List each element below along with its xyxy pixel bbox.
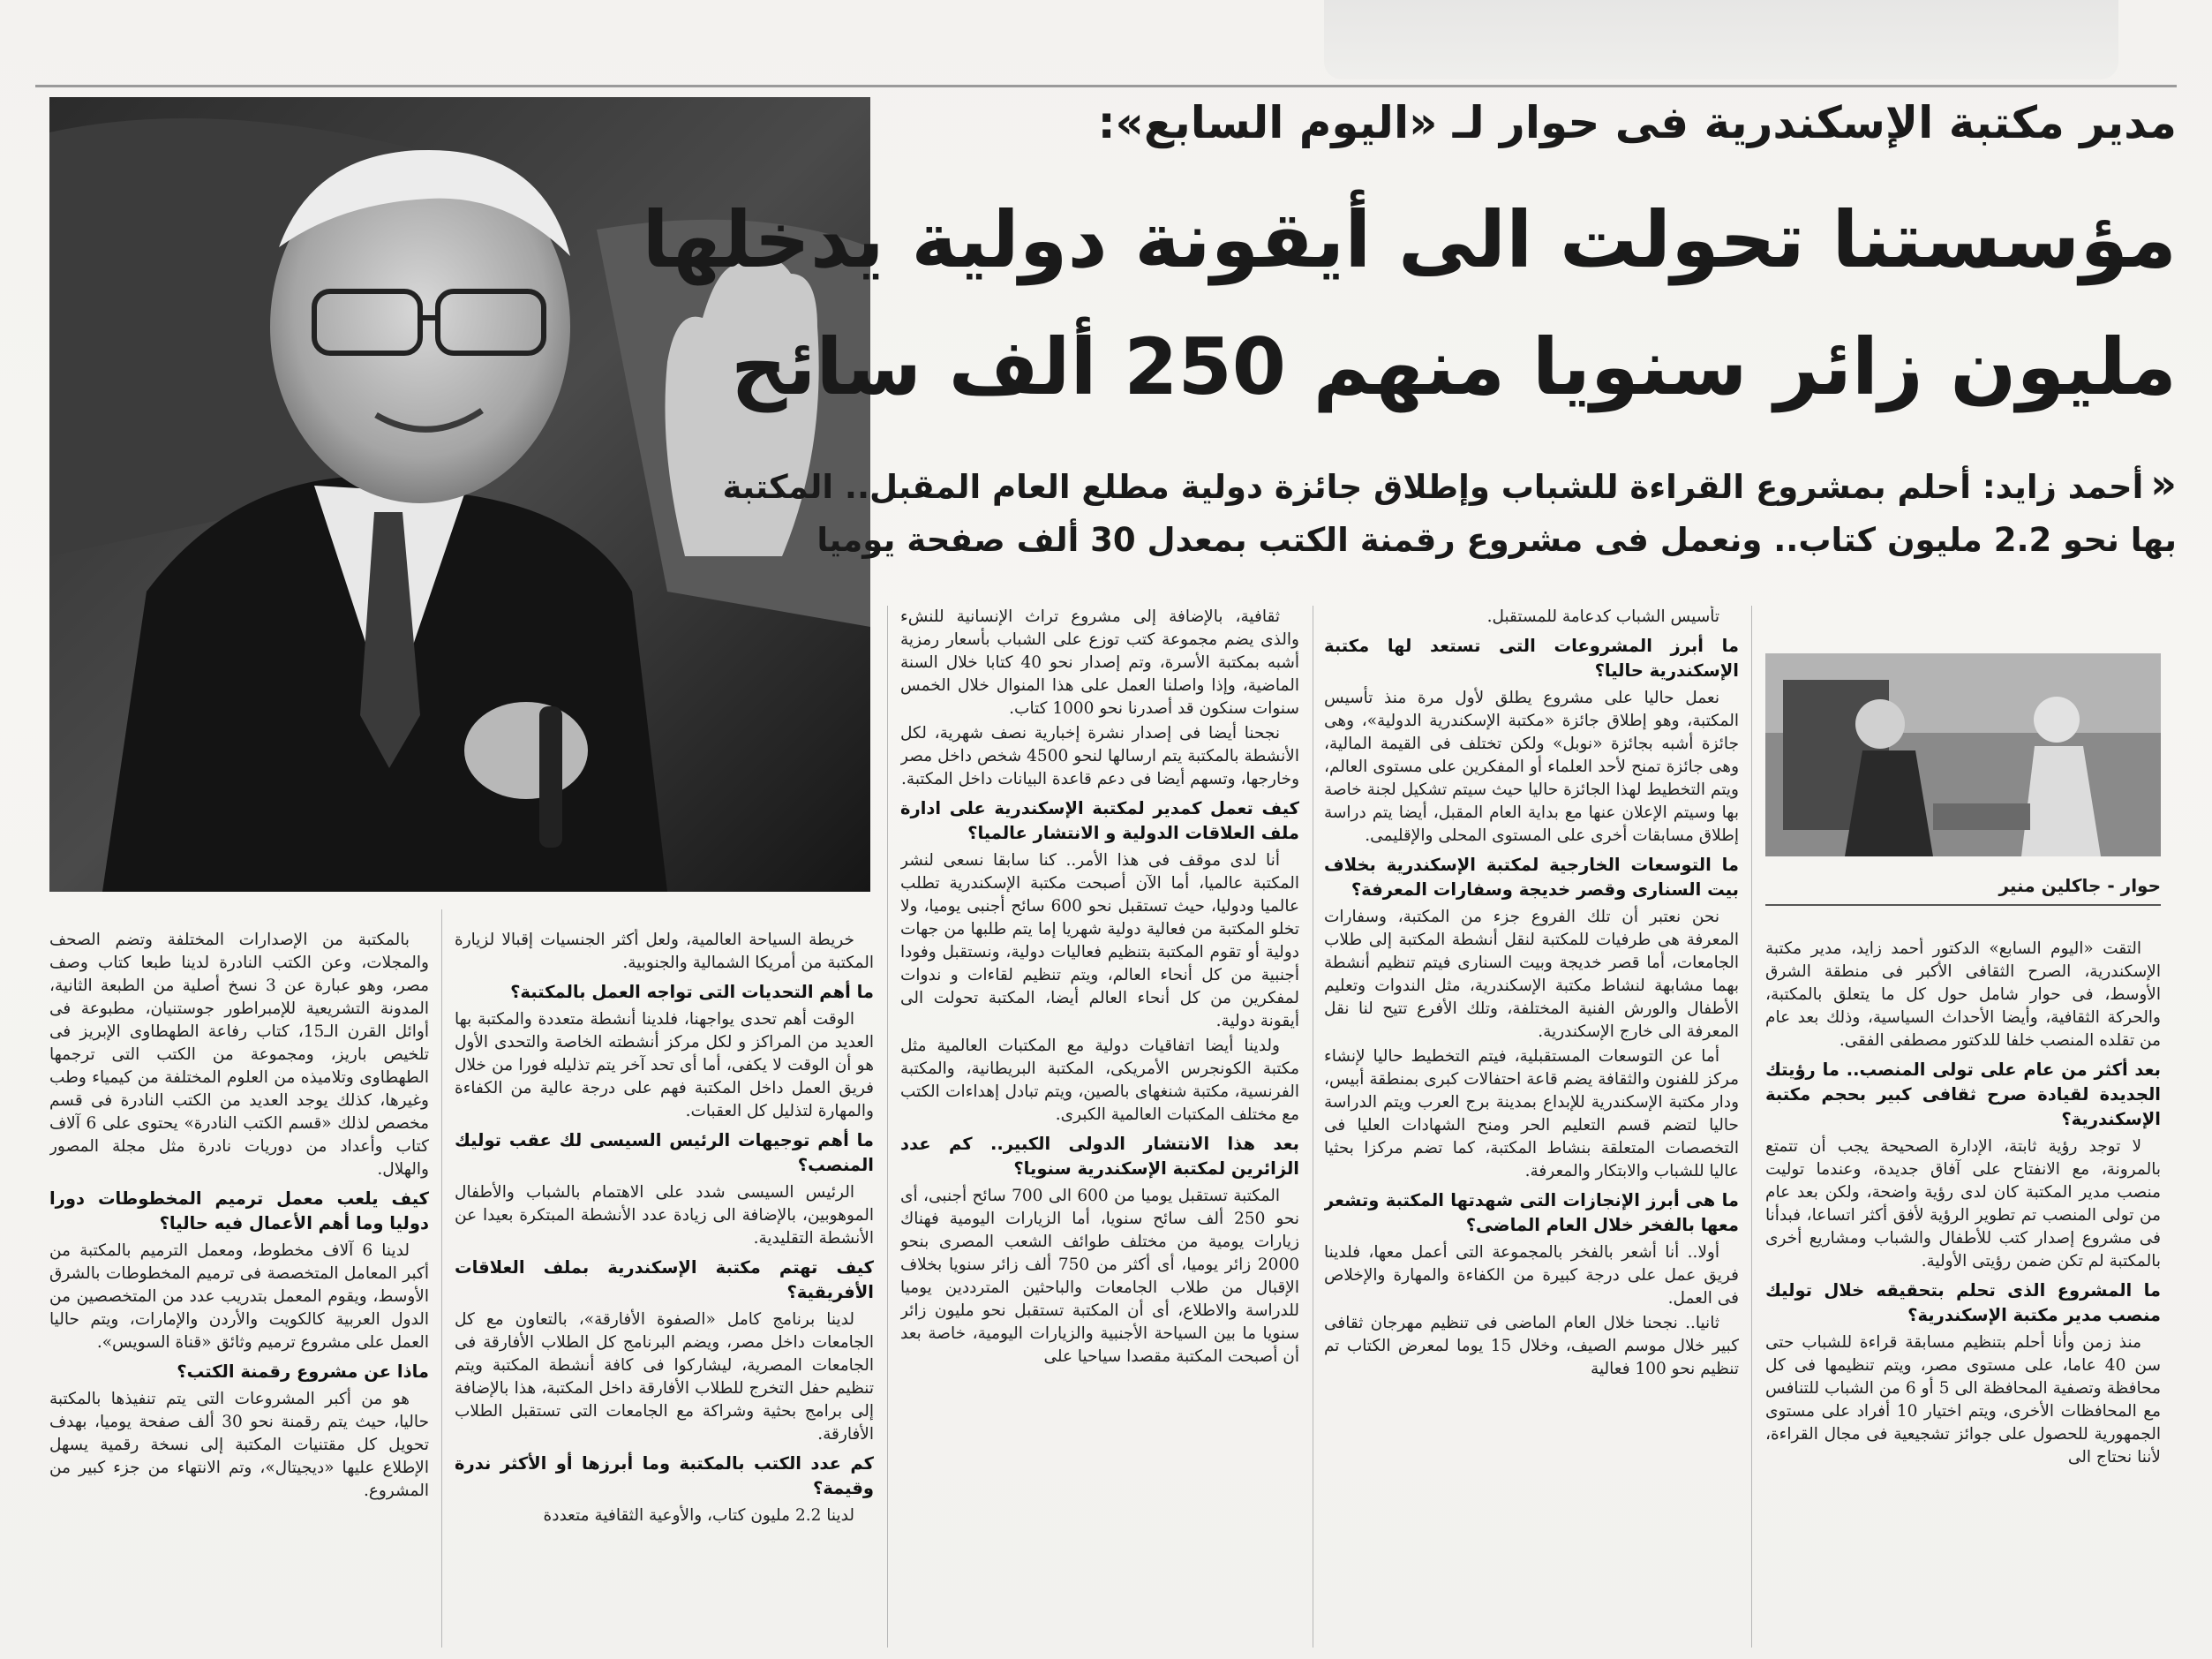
interview-question: ما التوسعات الخارجية لمكتبة الإسكندرية بخلاف بيت السنارى وقصر خديجة وسفارات المعرفة؟ (1324, 855, 1739, 900)
interview-question: ما أهم توجيهات الرئيس السيسى لك عقب توليك المنصب؟ (455, 1130, 874, 1175)
interview-question: بعد هذا الانتشار الدولى الكبير.. كم عدد الزائرين لمكتبة الإسكندرية سنويا؟ (900, 1134, 1299, 1179)
photo-credit: حوار - جاكلين منير (1765, 872, 2161, 906)
headline-line-2: مليون زائر سنويا منهم 250 ألف سائح (730, 321, 2177, 412)
article-paragraph: أولا.. أنا أشعر بالفخر بالمجموعة التى أعمل معها، فلدينا فريق عمل على درجة كبيرة من الكفاءة والمهارة والإخلاص فى العمل. (1324, 1243, 1739, 1308)
article-paragraph: لا توجد رؤية ثابتة، الإدارة الصحيحة يجب أن تتمتع بالمرونة، مع الانفتاح على آفاق جديدة، وعندما توليت منصب مدير المكتبة كان لدى رؤية واضحة، ولكن بعد عام من تولى المنصب تم تطوير الرؤية لأفق أكثر اتساعا، فبدأنا فى مشروع إصدار كتب للأطفال والشباب ومشاريع أخرى بالمكتبة لم تكن ضمن رؤيتى الأولية. (1765, 1137, 2161, 1271)
article-paragraph: أما عن التوسعات المستقبلية، فيتم التخطيط حاليا لإنشاء مركز للفنون والثقافة يضم قاعة احتفالات كبرى بمنطقة أبيس، ودار مكتبة الإسكندرية للإبداع بمدينة برج العرب ويتم الدراسة حاليا لتضم قسم التعليم الحر ومنح الشهادات العليا فى التخصصات المتعلقة بنشاط المكتبة، كما تضم مركزا بحثيا عاليا للشباب والابتكار والمعرفة. (1324, 1047, 1739, 1180)
article-paragraph: ثانيا.. نجحنا خلال العام الماضى فى تنظيم مهرجان ثقافى كبير خلال موسم الصيف، وخلال 15 يوما لمعرض الكتاب تم تنظيم نحو 100 فعالية (1324, 1314, 1739, 1378)
article-column-4 (49, 929, 429, 1648)
interview-question: ما المشروع الذى تحلم بتحقيقه خلال توليك منصب مدير مكتبة الإسكندرية؟ (1765, 1280, 2161, 1325)
interview-question: بعد أكثر من عام على تولى المنصب.. ما رؤيتك الجديدة لقيادة صرح ثقافى كبير بحجم مكتبة الإسكندرية؟ (1765, 1059, 2161, 1129)
subhead-line-2: بها نحو 2.2 مليون كتاب.. ونعمل فى مشروع رقمنة الكتب بمعدل 30 ألف صفحة يوميا (816, 521, 2177, 559)
headline-line-1: مؤسستنا تحولت الى أيقونة دولية يدخلها (642, 194, 2177, 285)
interview-scene-photo (1765, 653, 2161, 856)
subhead (722, 457, 2177, 567)
article-paragraph: منذ زمن وأنا أحلم بتنظيم مسابقة قراءة للشباب حتى سن 40 عاما، على مستوى مصر، ويتم تنظيمها فى كل محافظة وتصفية المحافظة الى 5 أو 6 من الشباب للتنافس مع المحافظات الأخرى، ويتم اختيار 10 أفراد على مستوى الجمهورية للحصول على جوائز تشجيعية فى مجال القراءة، لأننا نحتاج الى (1765, 1333, 2161, 1467)
article-paragraph: نحن نعتبر أن تلك الفروع جزء من المكتبة، وسفارات المعرفة هى طرفيات للمكتبة لنقل أنشطة المكتبة إلى طلاب الجامعات، أما قصر خديجة وبيت السنارى فيتم تنظيم أنشطة بهما مشابهة لنشاط مكتبة الإسكندرية، مثل الندوات وتعليم الأطفال والورش الفنية المختلفة، وتلك الأفرع تتيح لنا نقل المعرفة الى خارج الإسكندرية. (1324, 908, 1739, 1041)
interview-question: ما أبرز المشروعات التى تستعد لها مكتبة الإسكندرية حاليا؟ (1324, 636, 1739, 681)
article-paragraph: نجحنا أيضا فى إصدار نشرة إخبارية نصف شهرية، لكل الأنشطة بالمكتبة يتم ارسالها لنحو 4500 شخص داخل مصر وخارجها، وتسهم أيضا فى دعم قاعدة البيانات داخل المكتبة. (900, 724, 1299, 788)
article-column-3 (455, 929, 874, 1648)
article-paragraph: تأسيس الشباب كدعامة للمستقبل. (1486, 607, 1719, 626)
article-column-2 (900, 606, 1299, 1648)
top-rule (35, 85, 2177, 87)
interview-question: ما أهم التحديات التى تواجه العمل بالمكتبة؟ (510, 982, 874, 1002)
interview-question: كم عدد الكتب بالمكتبة وما أبرزها أو الأكثر ندرة وقيمة؟ (455, 1453, 874, 1498)
article-paragraph: ثقافية، بالإضافة إلى مشروع تراث الإنسانية للنشء والذى يضم مجموعة كتب توزع على الشباب بأسعار رمزية أشبه بمكتبة الأسرة، وتم إصدار نحو 40 كتابا خلال السنة الماضية، وإذا واصلنا العمل على هذا المنوال خلال الخمس سنوات سنكون قد أصدرنا نحو 1000 كتاب. (900, 607, 1299, 718)
article-paragraph: لدينا 2.2 مليون كتاب، والأوعية الثقافية متعددة (543, 1506, 854, 1525)
article-column-intro (1765, 938, 2161, 1648)
double-chevron-icon: « (2150, 460, 2177, 508)
interview-question: ما هى أبرز الإنجازات التى شهدتها المكتبة وتشعر معها بالفخر خلال العام الماضى؟ (1324, 1190, 1739, 1235)
article-paragraph: بالمكتبة من الإصدارات المختلفة وتضم الصحف والمجلات، وعن الكتب النادرة لدينا طبعا كتاب وصف مصر، وهو عبارة عن 3 نسخ أصلية من الطبعة الثانية، المدونة التشريعية للإمبراطور جوستنيان، مطبوعة فى أوائل القرن الـ15، كتاب رفاعة الطهطاوى الإبريز فى تلخيص باريز، ومجموعة من الكتب التى ترجمها الطهطاوى وتلاميذه من العلوم المختلفة من كيمياء وطب وغيرها، كذلك يوجد العديد من الكتب النادرة فى قسم مخصص لذلك «قسم الكتب النادرة» يحتوى على 6 آلاف كتاب وأعداد من دوريات نادرة مثل مجلة المصور والهلال. (49, 931, 429, 1179)
article-paragraph: ولدينا أيضا اتفاقيات دولية مع المكتبات العالمية مثل مكتبة الكونجرس الأمريكى، المكتبة البريطانية، والمكتبة الفرنسية، مكتبة شنغهاى بالصين، ويتم تبادل إهداءات الكتب مع مختلف المكتبات العالمية الكبرى. (900, 1037, 1299, 1124)
interview-question: كيف تهتم مكتبة الإسكندرية بملف العلاقات الأفريقية؟ (455, 1257, 874, 1302)
article-paragraph: خريطة السياحة العالمية، ولعل أكثر الجنسيات إقبالا لزيارة المكتبة من أمريكا الشمالية والجنوبية. (455, 931, 874, 972)
article-paragraph: أنا لدى موقف فى هذا الأمر.. كنا سابقا نسعى لنشر المكتبة عالميا، أما الآن أصبحت مكتبة الإسكندرية تطلب عالميا ودوليا، حيث تستقبل نحو 600 سائح أجنبى يوميا، ولا تخلو المكتبة من فعالية دولية شهريا إما يتم طلبها من جهات دولية أو تقوم المكتبة بتنظيم فعاليات دولية، ونستقبل وفودا أجنبية من كل أنحاء العالم، ويتم تنظيم لقاءات و ندوات لمفكرين من كل أنحاء العالم أيضا، المكتبة تحولت الى أيقونة دولية. (900, 851, 1299, 1030)
article-paragraph: هو من أكبر المشروعات التى يتم تنفيذها بالمكتبة حاليا، حيث يتم رقمنة نحو 30 ألف صفحة يوميا، بهدف تحويل كل مقتنيات المكتبة إلى نسخة رقمية يسهل الإطلاع عليها «ديجيتال»، وتم الانتهاء من جزء كبير من المشروع. (49, 1390, 429, 1500)
article-paragraph: الوقت أهم تحدى يواجهنا، فلدينا أنشطة متعددة والمكتبة بها العديد من المراكز و لكل مركز أنشطته الخاصة والتحدى الأول هو أن الوقت لا يكفى، أما أى تحد آخر يتم تذليله فورا من خلال فريق العمل داخل المكتبة فهم على درجة عالية من الكفاءة والمهارة لتذليل كل العقبات. (455, 1010, 874, 1120)
article-paragraph: لدينا 6 آلاف مخطوط، ومعمل الترميم بالمكتبة من أكبر المعامل المتخصصة فى ترميم المخطوطات بالشرق الأوسط، ويقوم المعمل بتدريب عدد من المتخصصين من الدول العربية كالكويت والأردن والإمارات، ويتم حاليا العمل على مشروع ترميم وثائق «قناة السويس». (49, 1241, 429, 1352)
subhead-line-1: «أحمد زايد: أحلم بمشروع القراءة للشباب وإطلاق جائزة دولية مطلع العام المقبل.. المكتبة (722, 460, 2177, 508)
masthead-ghost (1324, 0, 2118, 79)
article-paragraph: لدينا برنامج كامل «الصفوة الأفارقة»، بالتعاون مع كل الجامعات داخل مصر، ويضم البرنامج كل الطلاب الأفارقة فى الجامعات المصرية، ليشاركوا فى كافة أنشطة المكتبة ويتم تنظيم حفل التخرج للطلاب الأفارقة داخل المكتبة، هذا بالإضافة إلى برامج بحثية وشراكة مع الجامعات التى تستقبل الطلاب الأفارقة. (455, 1310, 874, 1444)
interview-question: كيف تعمل كمدير لمكتبة الإسكندرية على ادارة ملف العلاقات الدولية و الانتشار عالميا؟ (900, 798, 1299, 843)
headline (642, 177, 2177, 431)
article-column-1 (1324, 606, 1739, 1648)
article-paragraph: التقت «اليوم السابع» الدكتور أحمد زايد، مدير مكتبة الإسكندرية، الصرح الثقافى الأكبر فى منطقة الشرق الأوسط، فى حوار شامل حول كل ما يتعلق بالمكتبة، والحركة الثقافية، وأيضا الأحداث السياسية، وذلك بعد عام من تقلده المنصب خلفا للدكتور مصطفى الفقى. (1765, 939, 2161, 1050)
column-divider (441, 909, 442, 1648)
column-divider (887, 606, 888, 1648)
column-divider (1751, 606, 1752, 1648)
kicker: مدير مكتبة الإسكندرية فى حوار لـ «اليوم السابع»: (1097, 97, 2177, 148)
article-paragraph: المكتبة تستقبل يوميا من 600 الى 700 سائح أجنبى، أى نحو 250 ألف سائح سنويا، أما الزيارات اليومية فهناك زيارات يومية من مختلف طوائف الشعب المصرى بنحو 2000 زائر يوميا، أى أكثر من 750 ألف زائر سنويا بخلاف الإقبال من طلاب الجامعات والباحثين المترددين يوميا للدراسة والاطلاع، أى أن المكتبة تستقبل نحو مليون زائر سنويا ما بين السياحة الأجنبية والزيارات اليومية، خاصة بعد أن أصبحت المكتبة مقصدا سياحيا على (900, 1187, 1299, 1366)
article-paragraph: نعمل حاليا على مشروع يطلق لأول مرة منذ تأسيس المكتبة، وهو إطلاق جائزة «مكتبة الإسكندرية الدولية»، وهى جائزة أشبه بجائزة «نوبل» ولكن تختلف فى القيمة المالية، وهى جائزة تمنح لأحد العلماء أو المفكرين على مستوى العالم، ويتم التخطيط لهذا الجائزة حاليا حيث سيتم تشكيل لجنة خاصة بها وسيتم الإعلان عنها مع بداية العام المقبل، أيضا يتم دراسة إطلاق مسابقات أخرى على المستوى المحلى والإقليمى. (1324, 689, 1739, 845)
article-paragraph: الرئيس السيسى شدد على الاهتمام بالشباب والأطفال الموهوبين، بالإضافة الى زيادة عدد الأنشطة المبتكرة بعيدا عن الأنشطة التقليدية. (455, 1183, 874, 1248)
interview-question: ماذا عن مشروع رقمنة الكتب؟ (177, 1361, 429, 1382)
interview-question: كيف يلعب معمل ترميم المخطوطات دورا دوليا وما أهم الأعمال فيه حاليا؟ (49, 1188, 429, 1233)
